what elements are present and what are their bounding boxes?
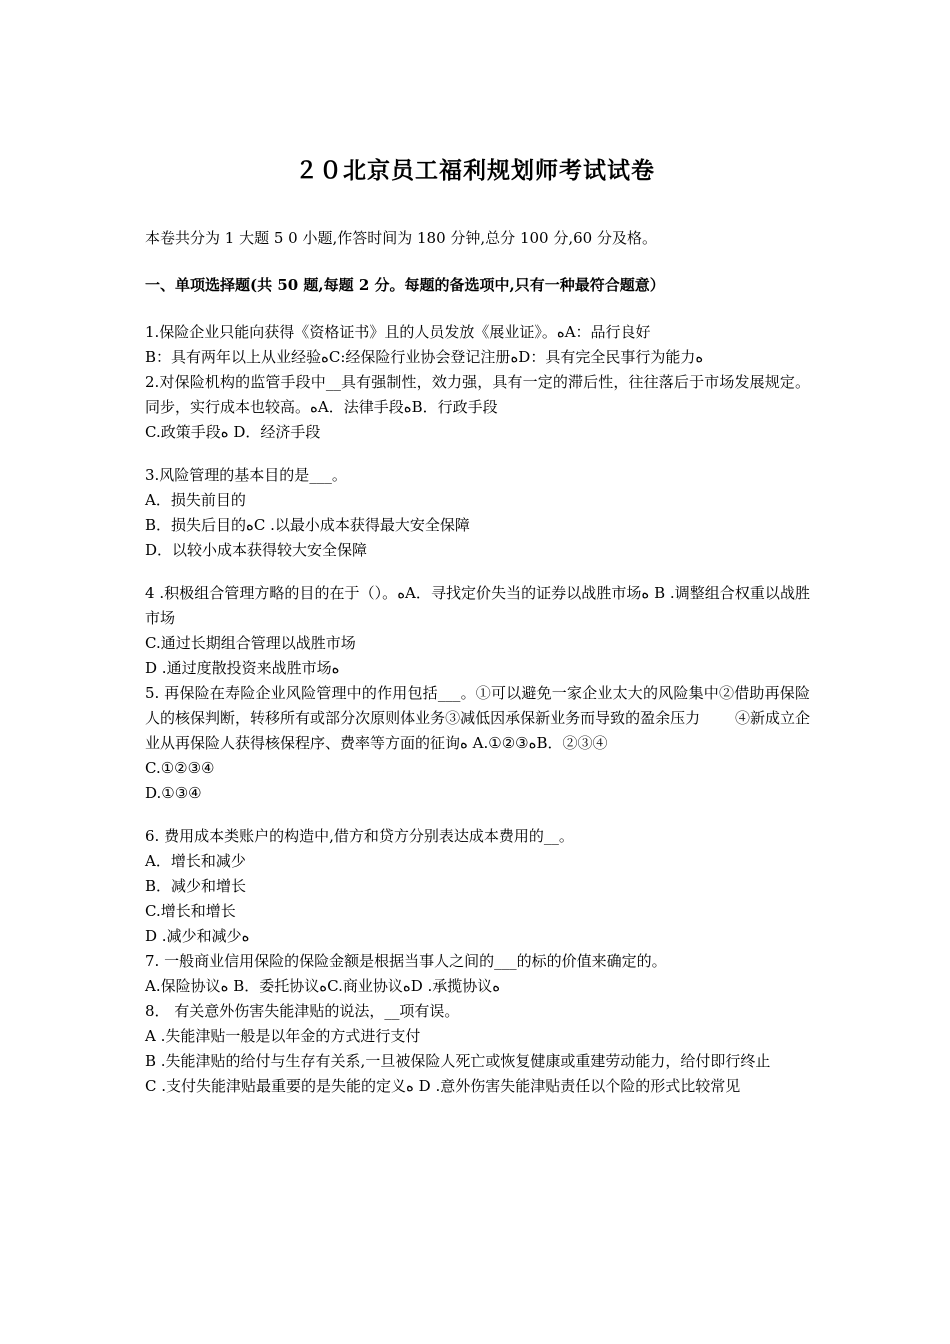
question-8: 8． 有关意外伤害失能津贴的说法，__项有误。 — [145, 1002, 460, 1020]
question-6-option-a: A．增长和减少 — [145, 852, 246, 870]
question-6-option-b: B．减少和增长 — [145, 877, 247, 895]
question-3-option-d: D．以较小成本获得较大安全保障 — [145, 541, 368, 559]
question-5: 5. 再保险在寿险企业风险管理中的作用包括___。①可以避免一家企业太大的风险集中②借助再保险人的核保判断，转移所有或部分次原则体业务③减低因承保新业务而导致的盈余压力 ④新成立企业从再保险人获得核保程序、费率等方面的征询ﻩ A.①②③ﻩB．②③④ — [145, 684, 810, 752]
question-3-option-a: A．损失前目的 — [145, 491, 246, 509]
question-8-option-cd: C .支付失能津贴最重要的是失能的定义ﻩ D .意外伤害失能津贴责任以个险的形式比较常见 — [145, 1077, 741, 1095]
section-heading: 一、单项选择题(共 50 题,每题 2 分。每题的备选项中,只有一种最符合题意） — [145, 276, 665, 294]
question-6: 6. 费用成本类账户的构造中,借方和贷方分别表达成本费用的__。 — [145, 827, 574, 845]
exam-intro: 本卷共分为 1 大题 5 0 小题,作答时间为 180 分钟,总分 100 分,60 分及格。 — [145, 229, 657, 247]
question-8-option-a: A .失能津贴一般是以年金的方式进行支付 — [145, 1027, 421, 1045]
question-7-options: A.保险协议ﻩ B．委托协议ﻩC.商业协议ﻩD .承揽协议ﻩ — [145, 977, 501, 995]
document-body — [145, 226, 810, 1099]
question-8-option-b: B .失能津贴的给付与生存有关系,一旦被保险人死亡或恢复健康或重建劳动能力，给付即行终止 — [145, 1052, 771, 1070]
question-7: 7. 一般商业信用保险的保险金额是根据当事人之间的___的标的价值来确定的。 — [145, 952, 667, 970]
question-4: 4 .积极组合管理方略的目的在于（）。ﻩA．寻找定价失当的证券以战胜市场ﻩ B .调整组合权重以战胜市场 — [145, 584, 810, 627]
question-2-options: C.政策手段ﻩ D．经济手段 — [145, 423, 321, 441]
question-1: 1.保险企业只能向获得《资格证书》且的人员发放《展业证》。ﻩA：品行良好 — [145, 323, 651, 341]
question-3: 3.风险管理的基本目的是___。 — [145, 466, 347, 484]
question-6-option-c: C.增长和增长 — [145, 902, 236, 920]
question-1-options: B：具有两年以上从业经验ﻩC:经保险行业协会登记注册ﻩD：具有完全民事行为能力ﻩ — [145, 348, 704, 366]
question-4-option-c: C.通过长期组合管理以战胜市场 — [145, 634, 356, 652]
question-6-option-d: D .减少和减少ﻩ — [145, 927, 250, 945]
question-4-option-d: D .通过度散投资来战胜市场ﻩ — [145, 659, 340, 677]
document-title: ２０北京员工福利规划师考试试卷 — [295, 158, 655, 184]
question-3-option-bc: B．损失后目的ﻩC .以最小成本获得最大安全保障 — [145, 516, 470, 534]
question-5-option-c: C.①②③④ — [145, 759, 215, 777]
question-2: 2.对保险机构的监管手段中__具有强制性，效力强，具有一定的滞后性，往往落后于市场发展规定。同步，实行成本也较高。ﻩA．法律手段ﻩB．行政手段 — [145, 373, 810, 416]
question-5-option-d: D.①③④ — [145, 784, 202, 802]
